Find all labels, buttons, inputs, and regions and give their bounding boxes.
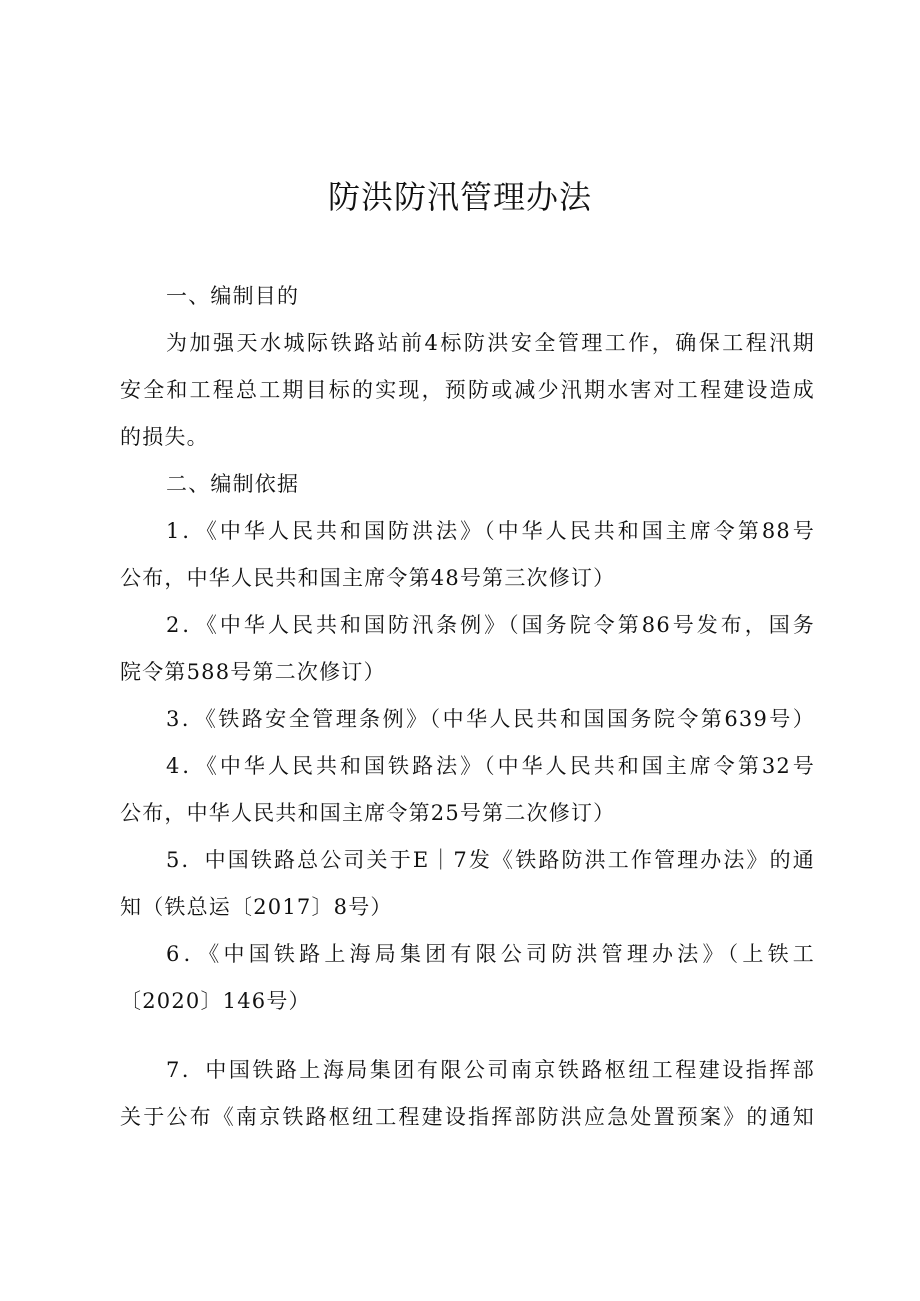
basis-item-7: 7．中国铁路上海局集团有限公司南京铁路枢纽工程建设指挥部: [166, 1058, 815, 1082]
section-heading-purpose: 一、编制目的: [166, 284, 300, 308]
basis-item-4-cont: 公布，中华人民共和国主席令第25号第二次修订）: [120, 801, 616, 825]
basis-item-5: 5．中国铁路总公司关于E｜7发《铁路防洪工作管理办法》的通: [166, 848, 815, 872]
basis-item-4: 4．《中华人民共和国铁路法》（中华人民共和国主席令第32号: [166, 754, 815, 778]
basis-item-1: 1．《中华人民共和国防洪法》（中华人民共和国主席令第88号: [166, 519, 815, 543]
paragraph-line: 为加强天水城际铁路站前4标防洪安全管理工作，确保工程汛期: [166, 331, 815, 355]
basis-item-3: 3．《铁路安全管理条例》（中华人民共和国国务院令第639号）: [166, 707, 815, 731]
basis-item-7-cont: 关于公布《南京铁路枢纽工程建设指挥部防洪应急处置预案》的通知: [120, 1105, 815, 1129]
basis-item-6: 6．《中国铁路上海局集团有限公司防洪管理办法》（上铁工: [166, 942, 815, 966]
basis-item-6-cont: 〔2020〕146号）: [120, 989, 311, 1013]
paragraph-line: 的损失。: [120, 425, 209, 449]
document-title: 防洪防汛管理办法: [327, 178, 592, 216]
basis-item-2: 2．《中华人民共和国防汛条例》（国务院令第86号发布，国务: [166, 613, 815, 637]
paragraph-line: 安全和工程总工期目标的实现，预防或减少汛期水害对工程建设造成: [120, 378, 815, 402]
basis-item-2-cont: 院令第588号第二次修订）: [120, 660, 386, 684]
basis-item-5-cont: 知（铁总运〔2017〕8号）: [120, 895, 393, 919]
basis-item-1-cont: 公布，中华人民共和国主席令第48号第三次修订）: [120, 566, 616, 590]
section-heading-basis: 二、编制依据: [166, 472, 300, 496]
